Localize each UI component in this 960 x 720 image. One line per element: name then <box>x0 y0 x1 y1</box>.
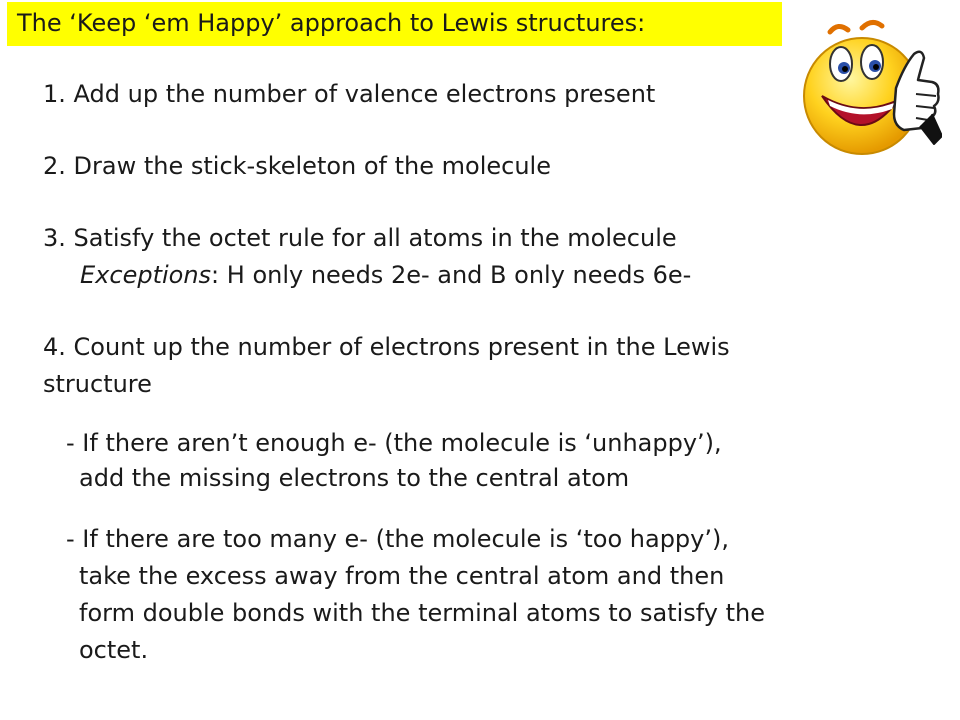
case-too-happy-line-1: - If there are too many e- (the molecule is ‘too happy’), <box>66 525 729 553</box>
case-too-happy-line-3: form double bonds with the terminal atoms to satisfy the <box>79 599 766 627</box>
page-title: The ‘Keep ‘em Happy’ approach to Lewis structures: <box>17 9 646 37</box>
step-4-line-1: 4. Count up the number of electrons present in the Lewis <box>43 333 730 361</box>
step-3-exceptions <box>80 259 691 292</box>
exceptions-label: Exceptions <box>80 261 212 289</box>
step-4-line-2: structure <box>43 370 152 398</box>
step-1: 1. Add up the number of valence electrons present <box>43 80 656 108</box>
smiley-thumbs-up-icon <box>800 14 942 156</box>
case-too-happy-line-2: take the excess away from the central atom and then <box>79 562 725 590</box>
case-unhappy-line-2: add the missing electrons to the central atom <box>79 464 630 492</box>
step-2: 2. Draw the stick-skeleton of the molecule <box>43 152 551 180</box>
case-unhappy-line-1: - If there aren’t enough e- (the molecule is ‘unhappy’), <box>66 429 722 457</box>
case-too-happy-line-4: octet. <box>79 636 149 664</box>
exceptions-text: : H only needs 2e- and B only needs 6e- <box>211 261 692 289</box>
step-3: 3. Satisfy the octet rule for all atoms in the molecule <box>43 224 677 252</box>
